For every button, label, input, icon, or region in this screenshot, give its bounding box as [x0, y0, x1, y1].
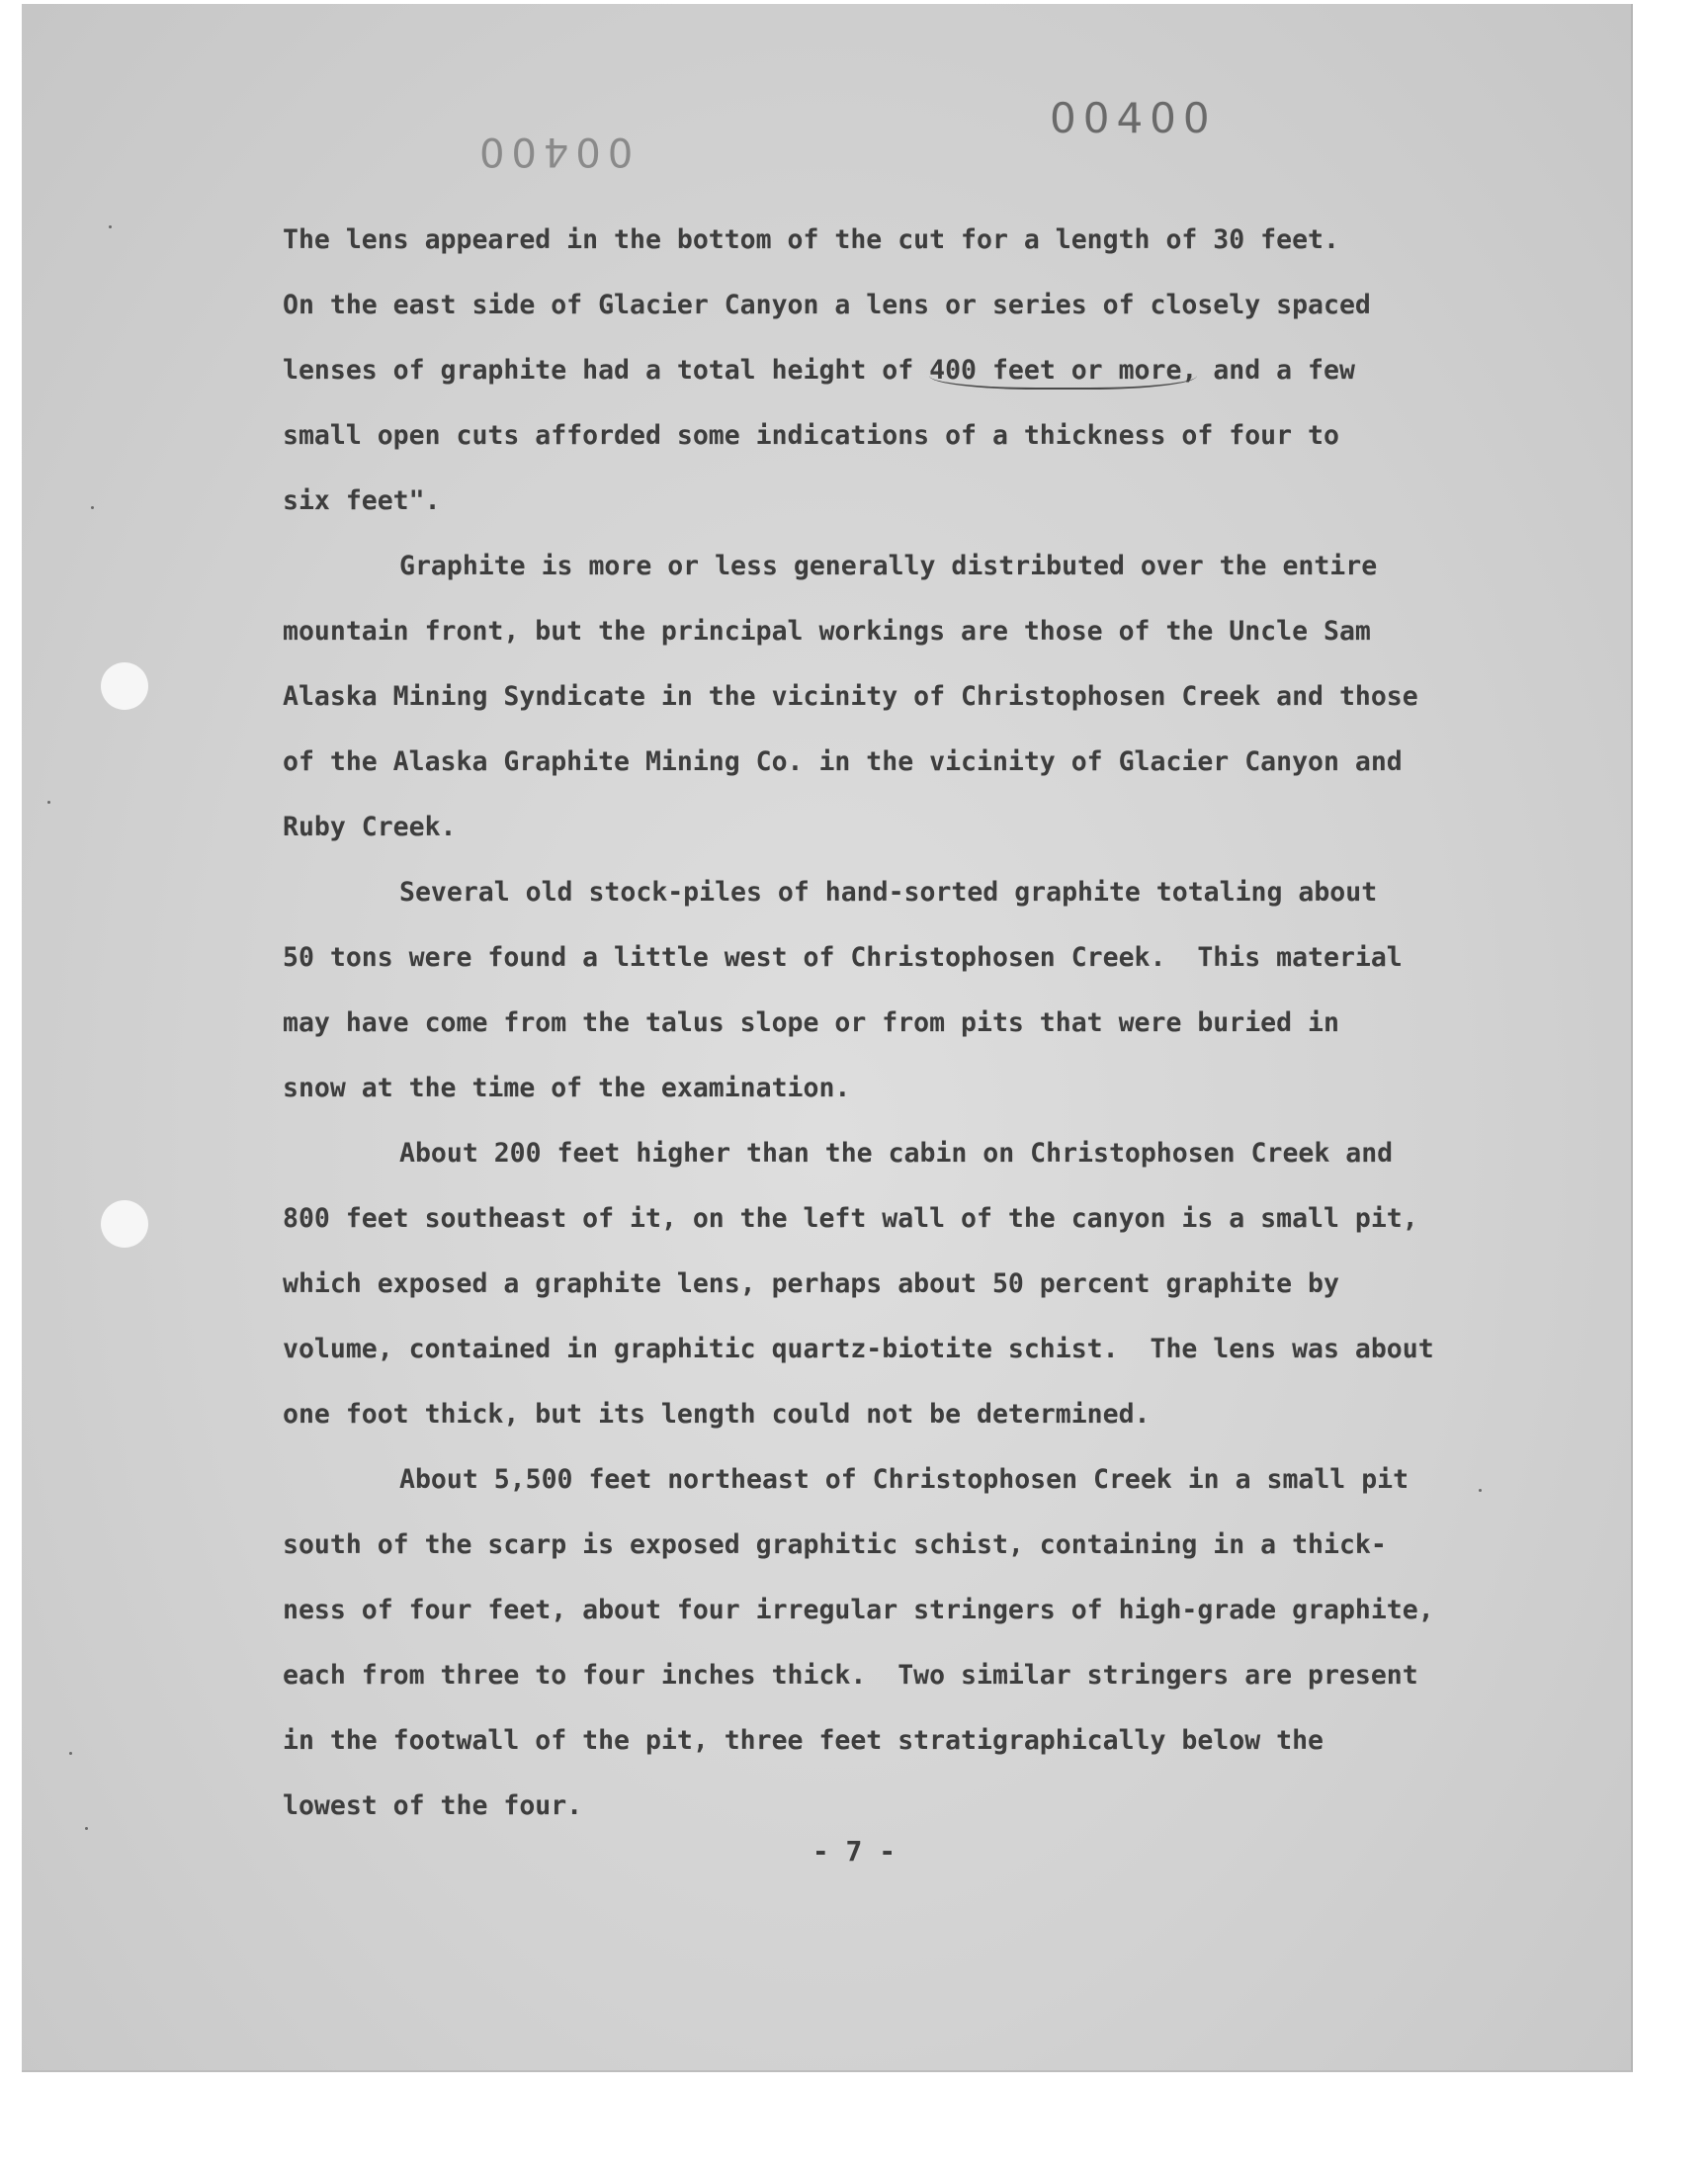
page-number: - 7 -	[811, 1835, 897, 1868]
body-text	[283, 208, 1498, 1839]
text-segment: lenses of graphite had a total height of	[283, 355, 930, 386]
scan-speck	[47, 801, 50, 804]
text-line: About 200 feet higher than the cabin on Christophosen Creek and	[399, 1138, 1394, 1169]
text-line: Ruby Creek.	[283, 812, 457, 842]
underlined-phrase: 400 feet or more,	[929, 355, 1197, 390]
text-line: may have come from the talus slope or from pits that were buried in	[283, 1007, 1339, 1038]
text-line: six feet".	[283, 485, 441, 516]
text-line: lowest of the four.	[283, 1790, 583, 1821]
scan-speck	[91, 506, 94, 509]
punch-hole	[101, 1200, 148, 1248]
document-number-stamp: 00400	[1050, 94, 1217, 142]
text-line: About 5,500 feet northeast of Christophosen Creek in a small pit	[399, 1464, 1409, 1495]
text-line	[283, 338, 1498, 403]
text-segment: and a few	[1197, 355, 1355, 386]
text-line: volume, contained in graphitic quartz-biotite schist. The lens was about	[283, 1334, 1434, 1364]
punch-hole	[101, 662, 148, 710]
scan-speck	[1479, 1489, 1482, 1492]
paragraph	[283, 1121, 1498, 1447]
text-line: small open cuts afforded some indications of a thickness of four to	[283, 420, 1339, 451]
scan-speck	[109, 225, 112, 228]
text-line: snow at the time of the examination.	[283, 1073, 851, 1103]
text-line: Several old stock-piles of hand-sorted graphite totaling about	[399, 877, 1378, 908]
text-line: 800 feet southeast of it, on the left wall of the canyon is a small pit,	[283, 1203, 1418, 1234]
text-line: The lens appeared in the bottom of the cut for a length of 30 feet.	[283, 224, 1339, 255]
scan-speck	[85, 1827, 88, 1830]
paragraph	[283, 534, 1498, 860]
text-line: in the footwall of the pit, three feet stratigraphically below the	[283, 1725, 1324, 1756]
paragraph	[283, 208, 1498, 534]
text-line: Alaska Mining Syndicate in the vicinity of Christophosen Creek and those	[283, 681, 1418, 712]
text-line: ness of four feet, about four irregular stringers of high-grade graphite,	[283, 1595, 1434, 1625]
text-line: 50 tons were found a little west of Christophosen Creek. This material	[283, 942, 1403, 973]
paragraph	[283, 860, 1498, 1121]
document-number-stamp-inverted: 00400	[472, 129, 634, 174]
text-line: Graphite is more or less generally distributed over the entire	[399, 551, 1378, 581]
text-line: each from three to four inches thick. Two similar stringers are present	[283, 1660, 1418, 1691]
text-line: On the east side of Glacier Canyon a lens or series of closely spaced	[283, 290, 1371, 320]
text-line: which exposed a graphite lens, perhaps about 50 percent graphite by	[283, 1268, 1339, 1299]
text-line: one foot thick, but its length could not be determined.	[283, 1399, 1151, 1430]
text-line: mountain front, but the principal workings are those of the Uncle Sam	[283, 616, 1371, 647]
text-line: south of the scarp is exposed graphitic schist, containing in a thick-	[283, 1529, 1387, 1560]
scan-speck	[69, 1752, 72, 1755]
paragraph	[283, 1447, 1498, 1839]
text-line: of the Alaska Graphite Mining Co. in the vicinity of Glacier Canyon and	[283, 746, 1403, 777]
